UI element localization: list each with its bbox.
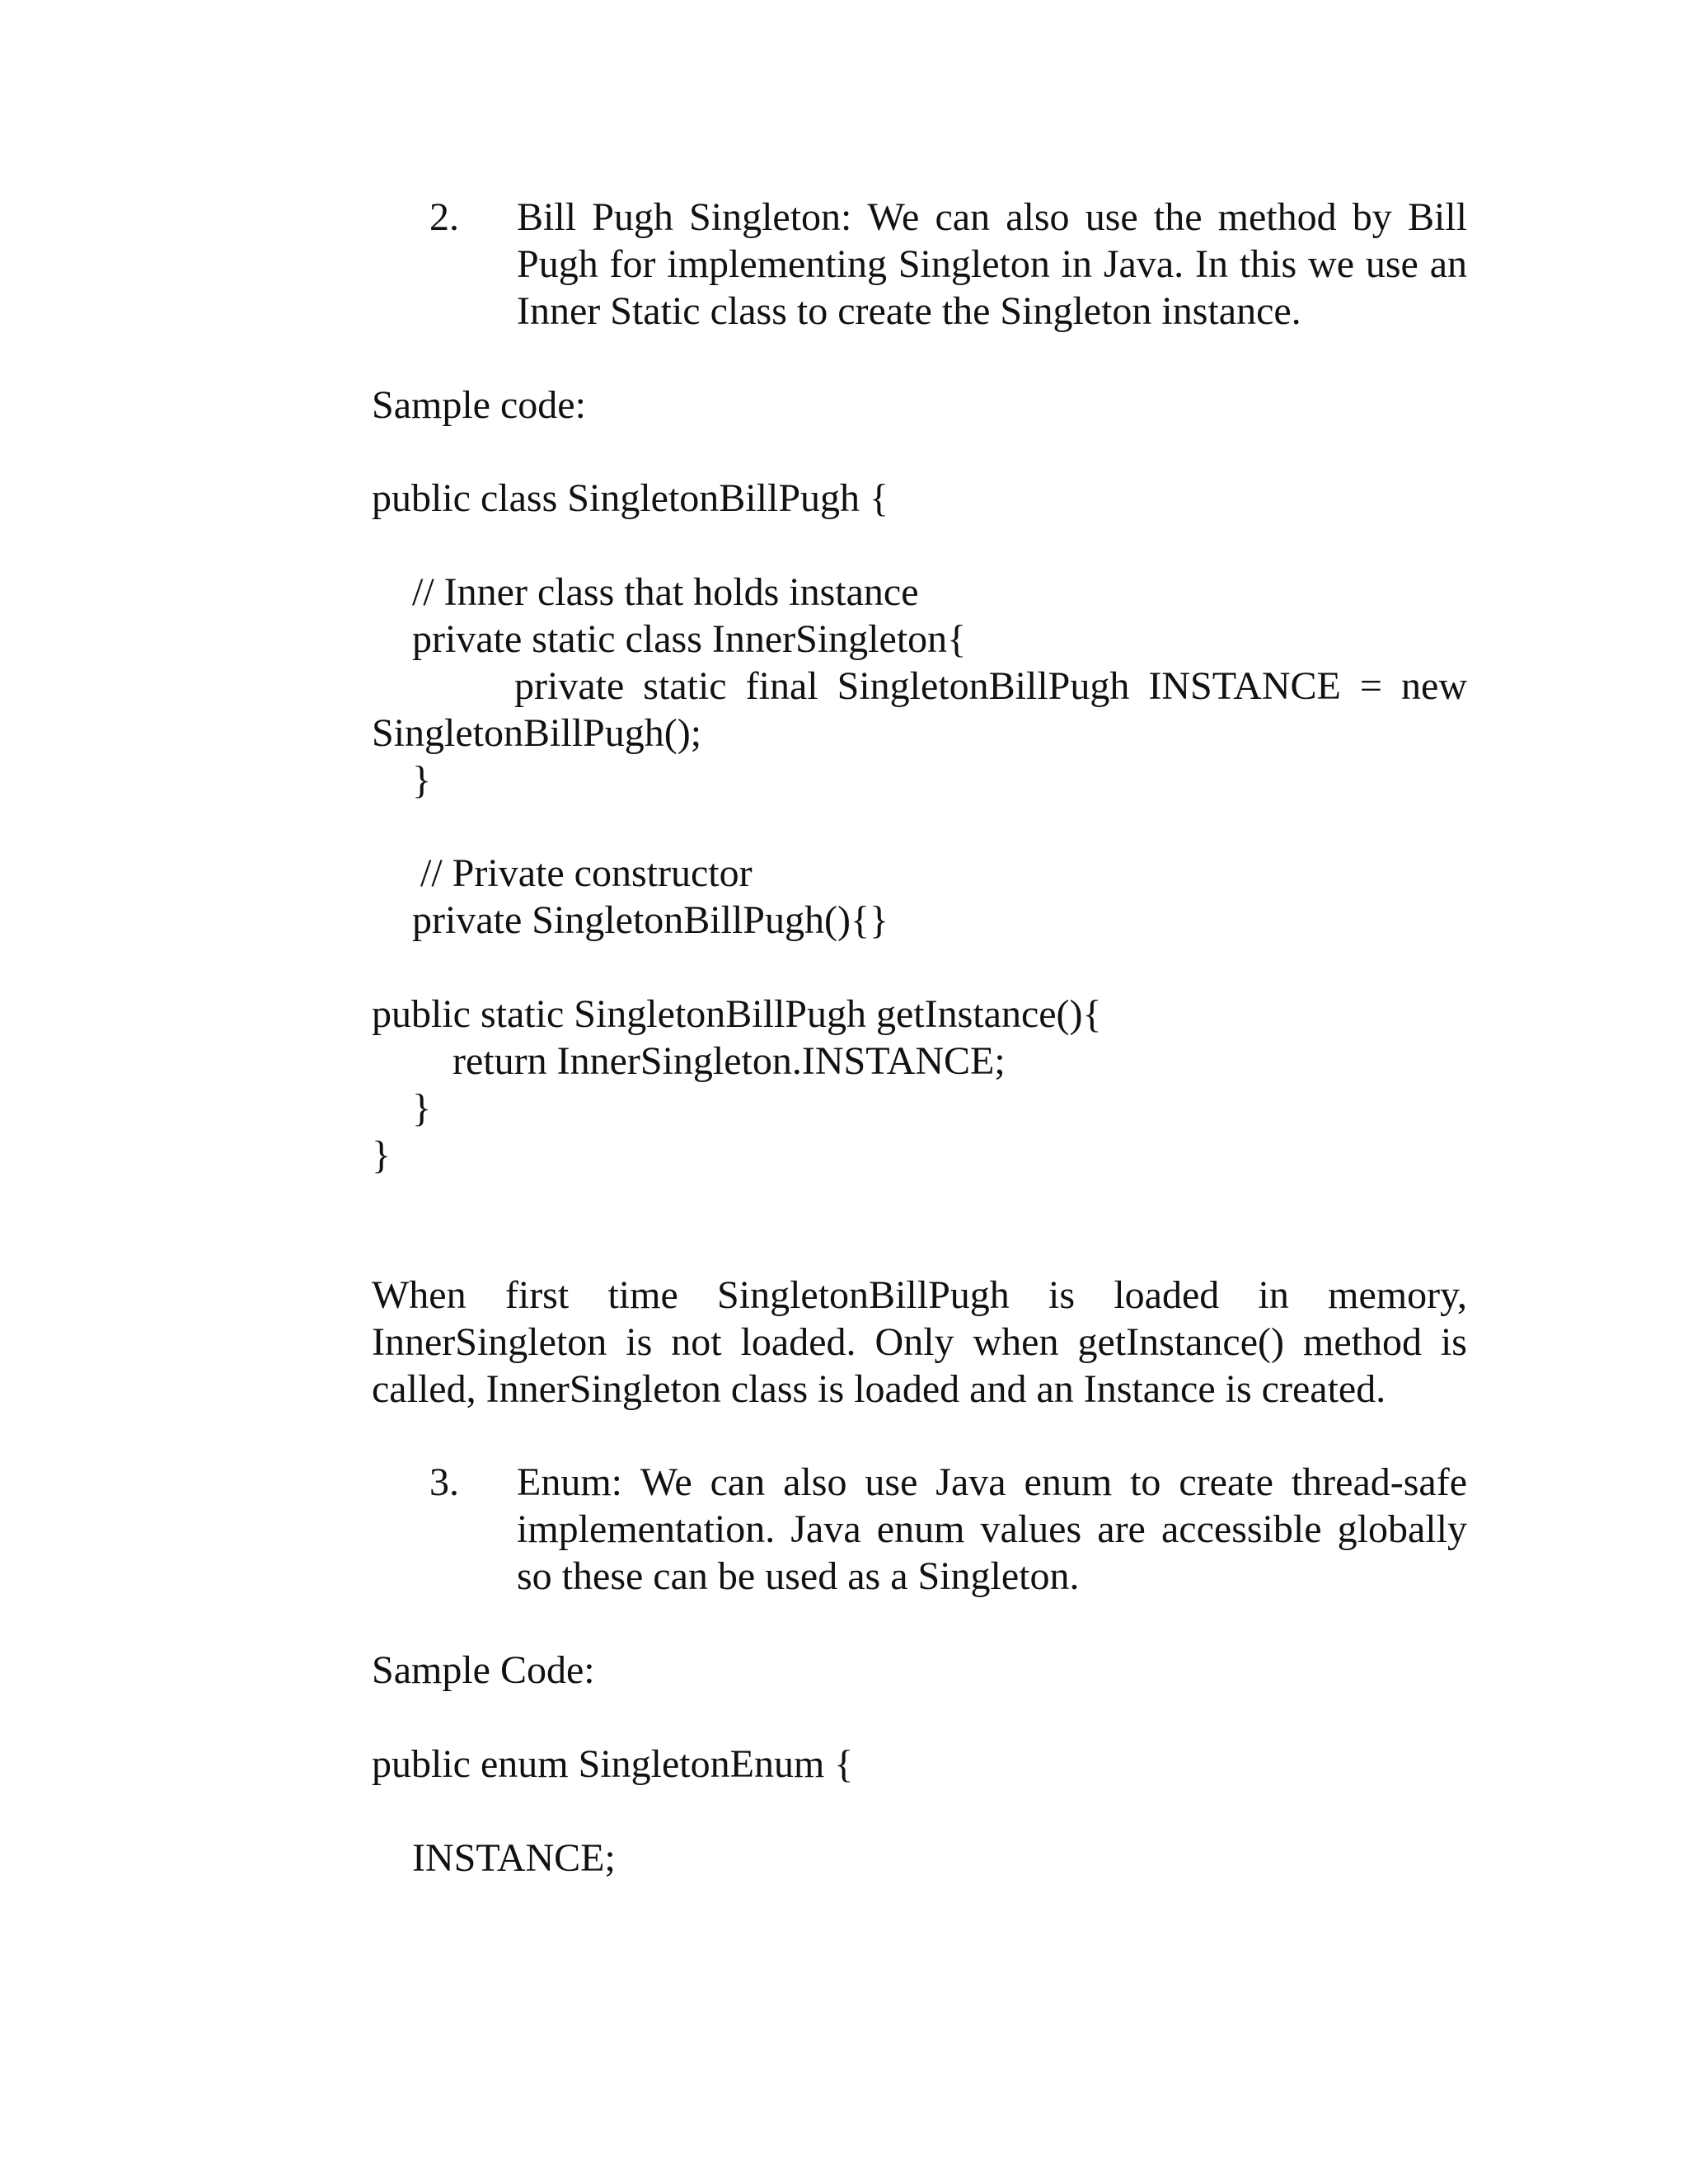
word: in [1258,1273,1289,1317]
word: enum [1024,1460,1113,1504]
code-class-close: } [372,1133,392,1177]
word: are [1097,1507,1146,1551]
word: Singleton: [689,195,852,239]
word: implementation. [517,1507,776,1551]
code-enum-instance: INSTANCE; [412,1836,616,1880]
word: final [745,664,818,708]
word: to [1130,1460,1161,1504]
word: Java [935,1460,1006,1504]
word: thread-safe [1291,1460,1467,1504]
word: We [867,195,920,239]
word: also [1006,195,1070,239]
word: new [1401,664,1467,708]
word: SingletonBillPugh [837,664,1130,708]
word: Java. [1103,242,1184,286]
code-comment-inner-class: // Inner class that holds instance [412,570,919,614]
word: SingletonBillPugh [717,1273,1010,1317]
word: use [865,1460,918,1504]
word: also [783,1460,847,1504]
word: method [1217,195,1337,239]
word: Java [790,1507,861,1551]
word: by [1352,195,1392,239]
word: getInstance() [1077,1320,1284,1364]
code-inner-class-declaration: private static class InnerSingleton{ [412,617,967,661]
word: INSTANCE [1148,664,1341,708]
code-comment-constructor: // Private constructor [420,851,753,895]
explanation-line-2 [372,1319,1467,1366]
word: private [514,664,625,708]
word: use [1085,195,1138,239]
word: Bill [517,195,577,239]
word: Singleton [898,242,1050,286]
word: an [1429,242,1467,286]
word: in [1061,242,1093,286]
word: = [1359,664,1382,708]
code-inner-class-close: } [412,758,432,802]
word: method [1302,1320,1422,1364]
code-enum-declaration: public enum SingletonEnum { [372,1742,854,1786]
sample-code-label-2: Sample Code: [372,1648,595,1692]
word: Pugh [517,242,598,286]
section3-line-1 [517,1459,1467,1506]
word: not [671,1320,722,1364]
word: when [973,1320,1059,1364]
code-instance-field-continuation: SingletonBillPugh(); [372,711,702,755]
word: In [1195,242,1228,286]
word: implementing [667,242,887,286]
list-number-3: 3. [429,1460,459,1504]
word: create [1179,1460,1273,1504]
word: Pugh [592,195,673,239]
word: values [980,1507,1082,1551]
word: for [609,242,656,286]
word: can [935,195,991,239]
word: first [504,1273,570,1317]
word: We [640,1460,692,1504]
word: time [607,1273,678,1317]
word: Only [874,1320,954,1364]
word: accessible [1160,1507,1322,1551]
word: globally [1337,1507,1467,1551]
word: is [626,1320,653,1364]
word: loaded [1114,1273,1220,1317]
explanation-line-1 [372,1272,1467,1319]
word: loaded. [740,1320,856,1364]
section2-line-1 [517,194,1467,241]
word: we [1308,242,1355,286]
explanation-line-3: called, InnerSingleton class is loaded and an Instance is created. [372,1367,1386,1411]
code-method-close: } [412,1086,432,1130]
section3-line-3: so these can be used as a Singleton. [517,1554,1080,1598]
code-instance-field-line [514,663,1467,710]
word: can [710,1460,766,1504]
word: is [1048,1273,1076,1317]
word: InnerSingleton [372,1320,607,1364]
word: static [643,664,727,708]
section2-line-3: Inner Static class to create the Singleton instance. [517,289,1301,333]
code-return-statement: return InnerSingleton.INSTANCE; [452,1039,1006,1083]
code-private-constructor: private SingletonBillPugh(){} [412,898,889,942]
list-number-2: 2. [429,195,459,239]
word: is [1440,1320,1467,1364]
code-get-instance-declaration: public static SingletonBillPugh getInstance(){ [372,992,1102,1036]
section2-line-2 [517,241,1467,288]
word: use [1365,242,1418,286]
sample-code-label-1: Sample code: [372,383,586,427]
word: the [1153,195,1203,239]
code-class-declaration: public class SingletonBillPugh { [372,476,889,520]
word: Bill [1407,195,1467,239]
word: enum [876,1507,965,1551]
word: memory, [1328,1273,1467,1317]
word: this [1239,242,1297,286]
word: Enum: [517,1460,622,1504]
word: When [372,1273,467,1317]
section3-line-2 [517,1506,1467,1553]
